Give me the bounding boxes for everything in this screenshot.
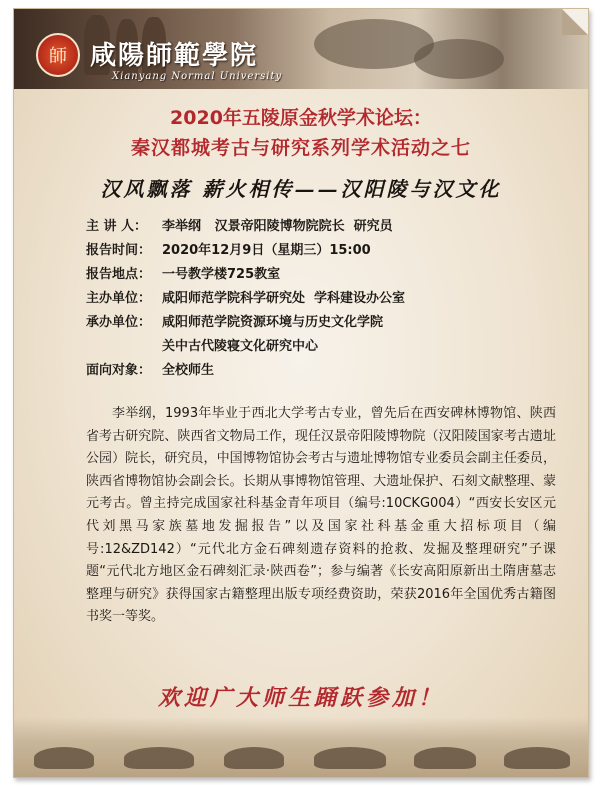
logo-glyph: 師 xyxy=(49,46,67,67)
host-value: 咸阳师范学院科学研究处 学科建设办公室 xyxy=(162,291,406,306)
speaker-value: 李举纲 汉景帝阳陵博物院院长 研究员 xyxy=(162,219,393,234)
chariot-figure-image xyxy=(224,747,284,769)
university-logo xyxy=(36,33,80,77)
chariot-figure-image xyxy=(504,747,570,769)
time-label: 报告时间： xyxy=(86,243,152,258)
lecture-subtitle: 汉风飘落 薪火相传——汉阳陵与汉文化 xyxy=(100,177,502,201)
chariot-figure-image xyxy=(414,747,476,769)
header-banner xyxy=(14,9,588,89)
place-label: 报告地点： xyxy=(86,267,152,282)
page-curl xyxy=(562,9,588,35)
audience-row xyxy=(86,359,556,383)
speaker-row xyxy=(86,215,556,239)
chariot-relief-image xyxy=(14,717,588,777)
organizer-row xyxy=(86,311,556,359)
organizer-value xyxy=(162,311,556,359)
host-label: 主办单位： xyxy=(86,291,152,306)
time-value: 2020年12月9日（星期三）15:00 xyxy=(162,243,371,258)
audience-label: 面向对象： xyxy=(86,363,152,378)
audience-value: 全校师生 xyxy=(162,363,215,378)
organizer-value-2: 关中古代陵寝文化研究中心 xyxy=(162,339,319,354)
speaker-bio: 李举纲，1993年毕业于西北大学考古专业，曾先后在西安碑林博物馆、陕西省考古研究院、陕西省文物局工作，现任汉景帝阳陵博物院（汉阳陵国家考古遗址公园）院长，研究员，中国博物馆协会考古与遗址博物馆专业委员会副主任委员，陕西省博物馆协会副会长。长期从事博物馆管理、大遗址保护、石刻文献整理、蒙元考古。曾主持完成国家社科基金青年项目（编号:10CKG004）“西安长安区元代刘黑马家族墓地发掘报告”以及国家社科基金重大招标项目（编号:12&ZD142）“元代北方金石碑刻遗存资料的抢救、发掘及整理研究”子课题“元代北方地区金石碑刻汇录·陕西卷”；参与编著《长安高阳原新出土隋唐墓志整理与研究》获得国家古籍整理出版专项经费资助，荣获2016年全国优秀古籍图书奖一等奖。 xyxy=(86,406,556,625)
host-row xyxy=(86,287,556,311)
event-info xyxy=(86,215,556,383)
rock-image xyxy=(414,39,504,79)
chariot-figure-image xyxy=(314,747,386,769)
forum-title: 2020年五陵原金秋学术论坛： xyxy=(170,107,432,129)
school-name-en: Xianyang Normal University xyxy=(112,71,283,82)
time-row xyxy=(86,239,556,263)
place-value: 一号教学楼725教室 xyxy=(162,267,281,282)
organizer-label: 承办单位： xyxy=(86,315,152,330)
chariot-figure-image xyxy=(34,747,94,769)
welcome-slogan: 欢迎广大师生踊跃参加！ xyxy=(157,685,444,711)
chariot-figure-image xyxy=(124,747,194,769)
speaker-label: 主 讲 人： xyxy=(86,219,148,234)
organizer-value-1: 咸阳师范学院资源环境与历史文化学院 xyxy=(162,315,384,330)
series-title: 秦汉都城考古与研究系列学术活动之七 xyxy=(130,137,471,159)
school-name-cn: 咸陽師範學院 xyxy=(90,41,259,71)
place-row xyxy=(86,263,556,287)
poster xyxy=(13,8,589,778)
